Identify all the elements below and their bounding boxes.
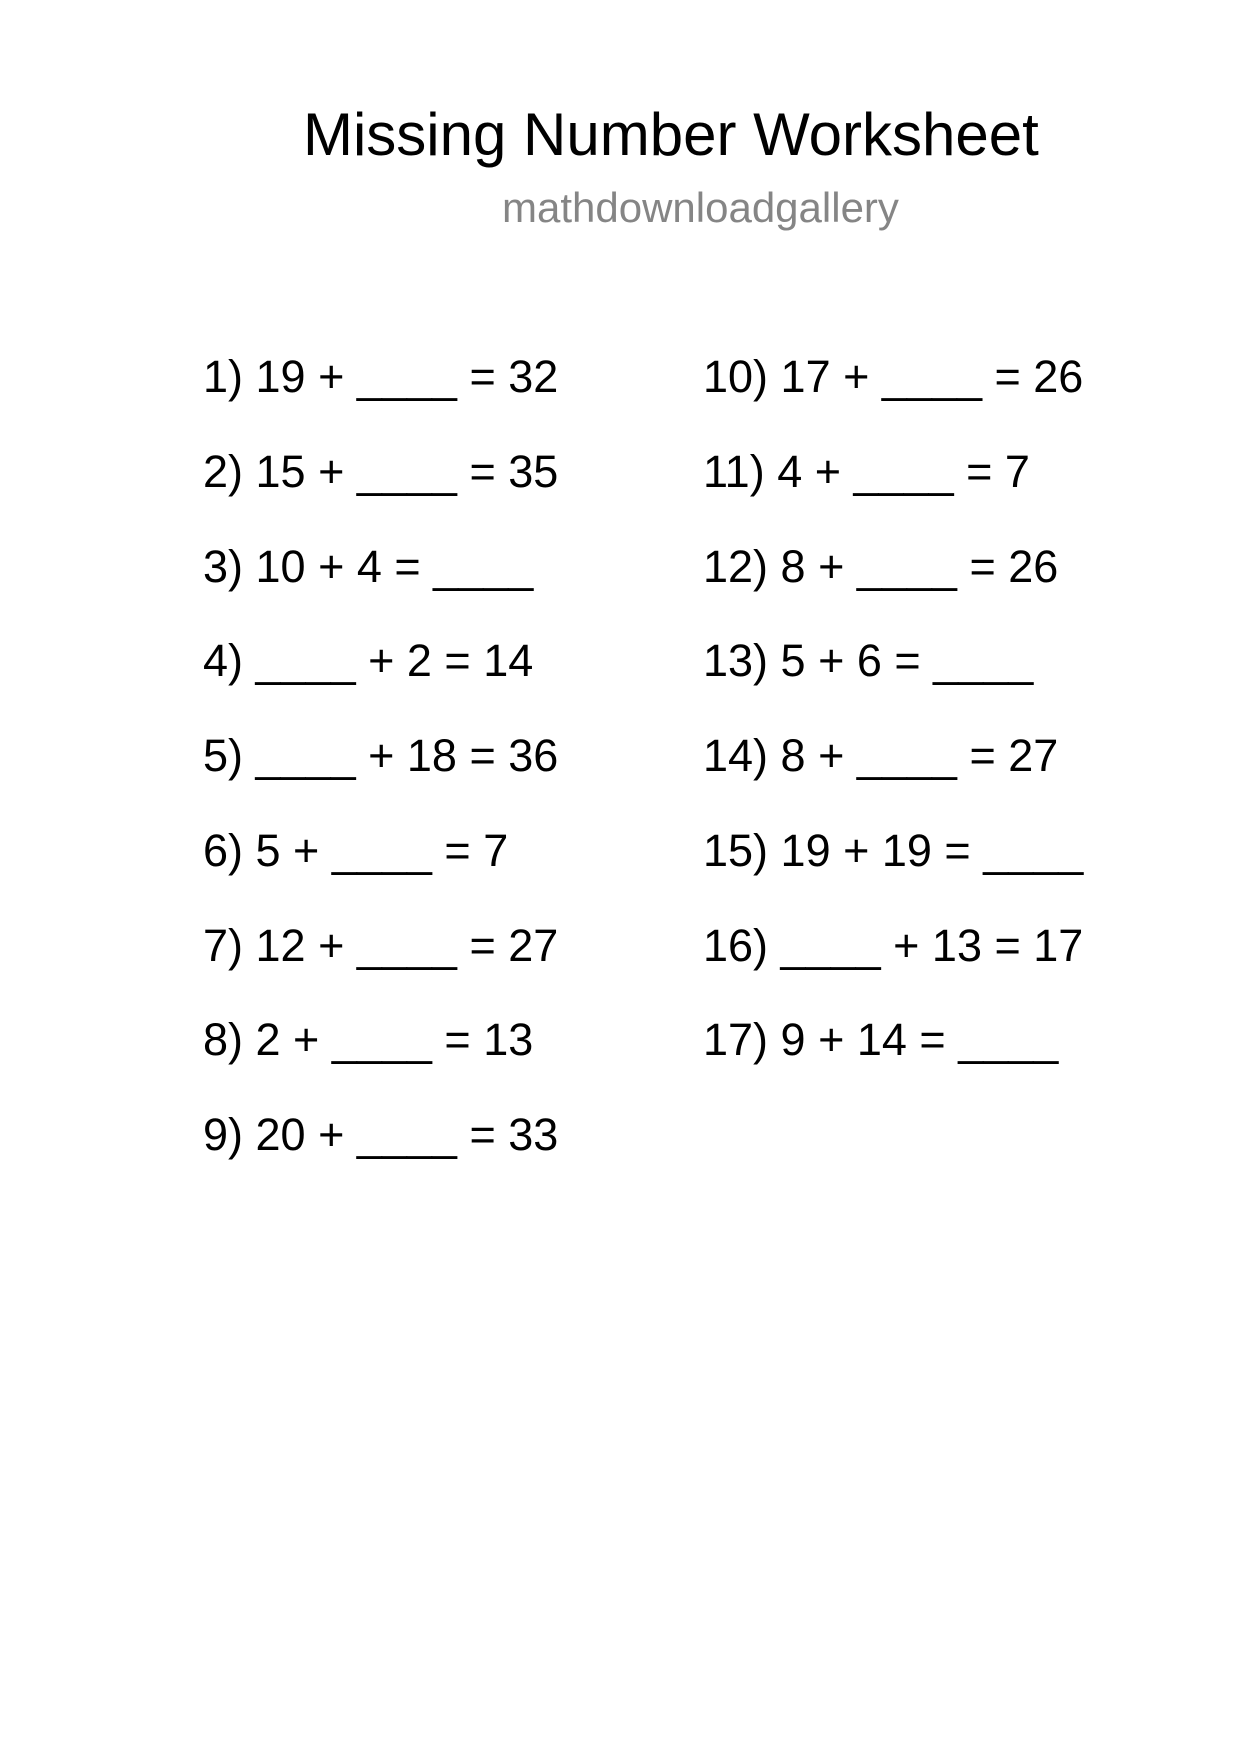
problem-12: 12) 8 + ____ = 26 bbox=[703, 540, 1059, 592]
problem-column-right bbox=[703, 330, 1083, 1088]
problem-6: 6) 5 + ____ = 7 bbox=[203, 824, 509, 876]
worksheet-title: Missing Number Worksheet bbox=[303, 101, 1039, 168]
problem-8: 8) 2 + ____ = 13 bbox=[203, 1014, 534, 1066]
problem-14: 14) 8 + ____ = 27 bbox=[703, 730, 1059, 781]
problem-2: 2) 15 + ____ = 35 bbox=[203, 445, 559, 497]
problem-3: 3) 10 + 4 = ____ bbox=[203, 540, 534, 592]
problem-5: 5) ____ + 18 = 36 bbox=[203, 730, 559, 781]
problem-17: 17) 9 + 14 = ____ bbox=[703, 1014, 1059, 1066]
problem-column-left bbox=[203, 330, 558, 1183]
problem-1: 1) 19 + ____ = 32 bbox=[203, 351, 559, 402]
problem-11: 11) 4 + ____ = 7 bbox=[703, 445, 1030, 497]
problem-15: 15) 19 + 19 = ____ bbox=[703, 824, 1084, 876]
problem-13: 13) 5 + 6 = ____ bbox=[703, 635, 1034, 687]
problem-9: 9) 20 + ____ = 33 bbox=[203, 1109, 559, 1160]
worksheet-source: mathdownloadgallery bbox=[502, 184, 899, 231]
problem-10: 10) 17 + ____ = 26 bbox=[703, 351, 1084, 402]
problem-7: 7) 12 + ____ = 27 bbox=[203, 919, 559, 971]
problem-16: 16) ____ + 13 = 17 bbox=[703, 919, 1084, 971]
problem-4: 4) ____ + 2 = 14 bbox=[203, 635, 534, 687]
